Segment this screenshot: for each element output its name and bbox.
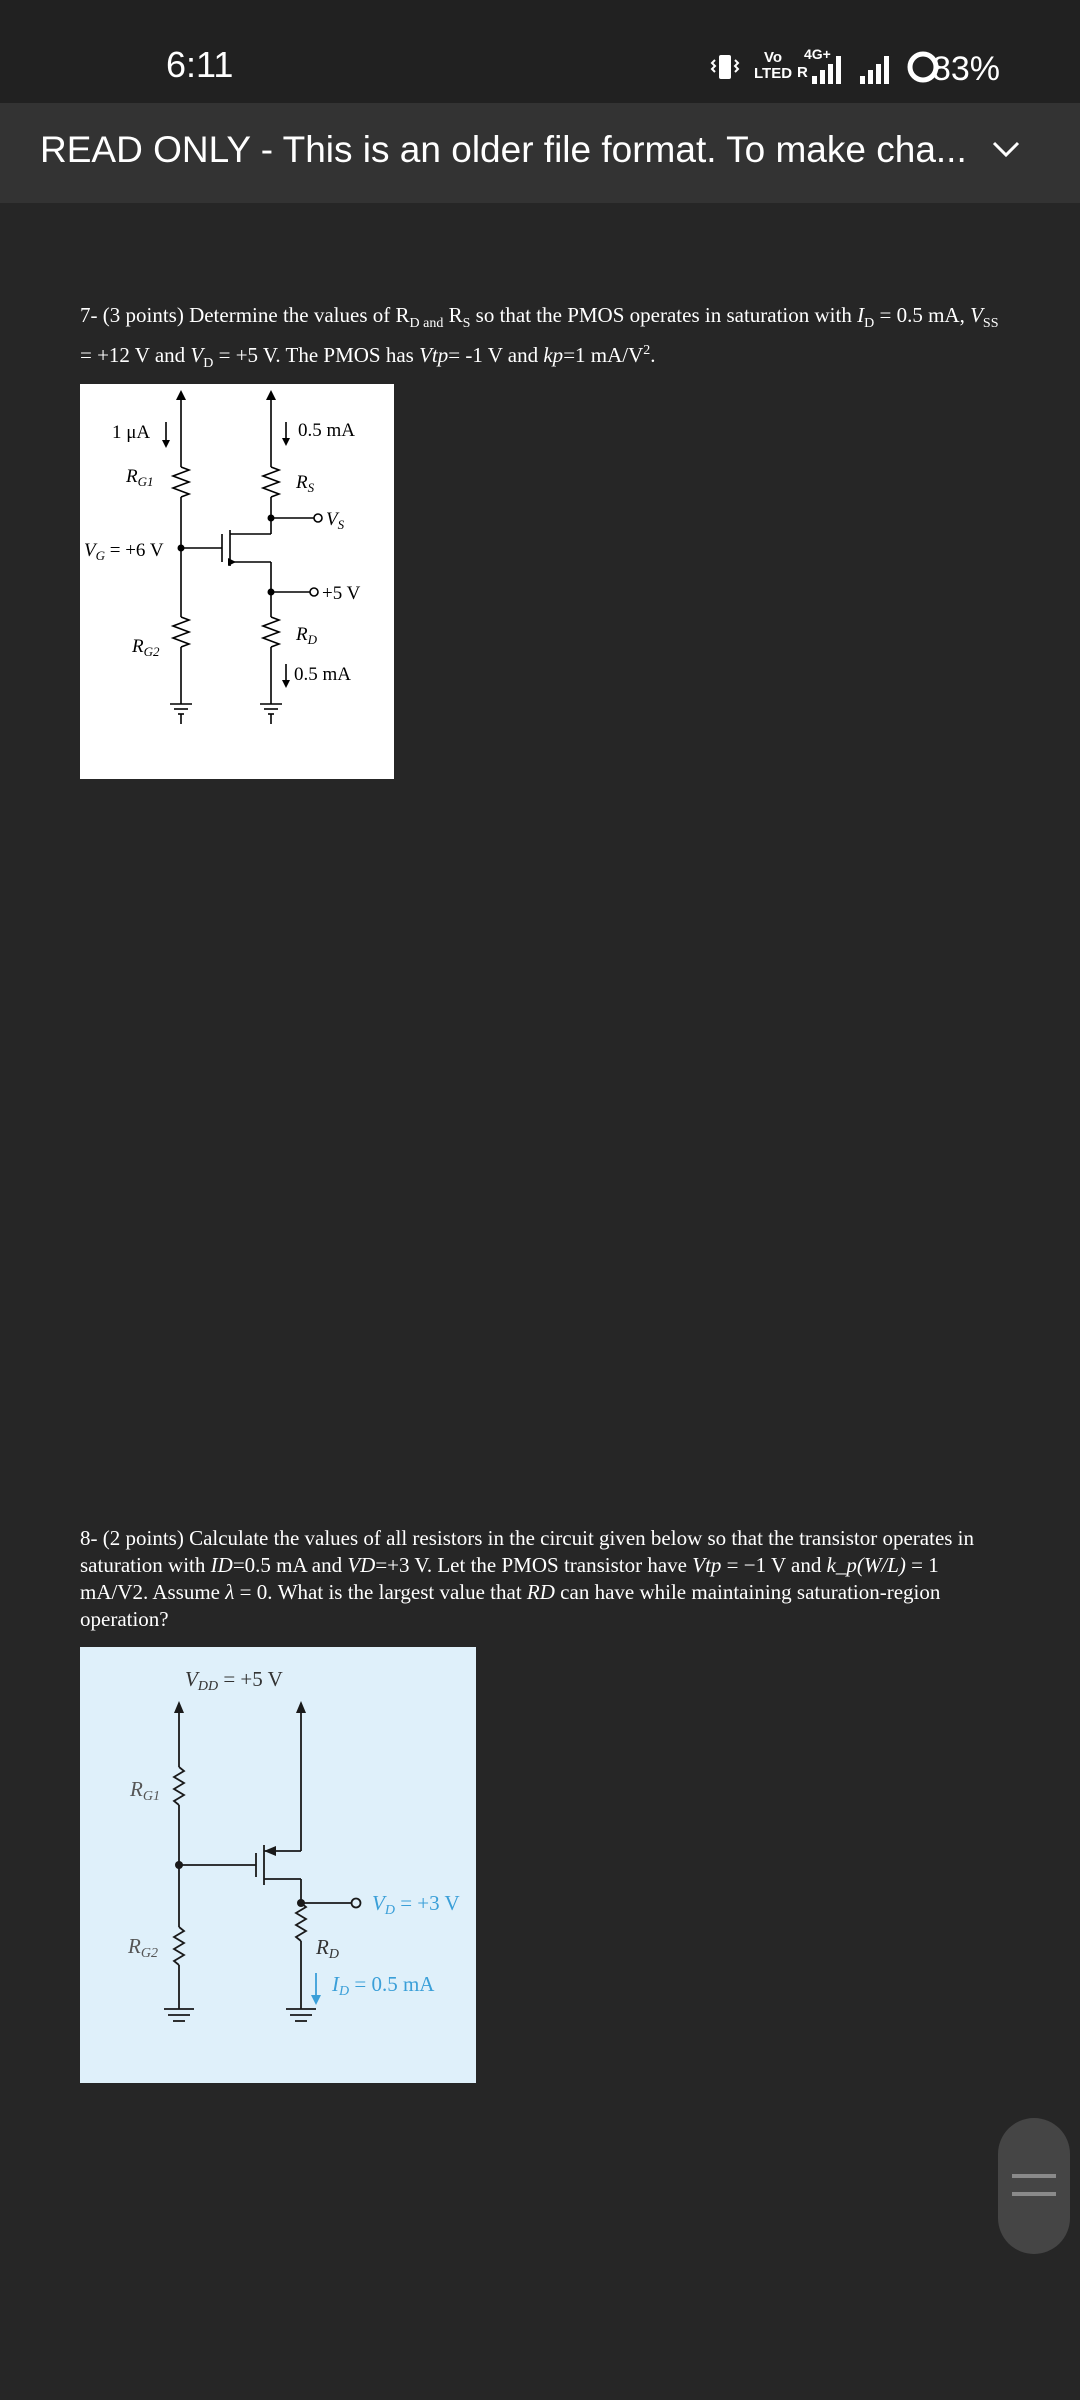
- q7-part: R: [443, 303, 463, 327]
- circuit-q8: [80, 1647, 476, 2083]
- volte-top: Vo: [764, 49, 783, 66]
- q7-part: V: [190, 343, 204, 368]
- q7-part: SS: [982, 316, 999, 332]
- status-bar: [0, 0, 1080, 103]
- status-time: 6:11: [166, 44, 234, 85]
- q7-part: = +5 V. The PMOS has: [213, 343, 420, 368]
- q7-part: = 0.5 mA,: [874, 303, 971, 327]
- q7-part: kp: [543, 343, 564, 368]
- fig7-id-label: 0.5 mA: [294, 664, 351, 685]
- q8-part: = −1 V and: [721, 1553, 827, 1577]
- circuit-q7: [80, 384, 394, 779]
- fig7-vs-label: $V_S$: [326, 509, 345, 532]
- scroll-handle[interactable]: [998, 2118, 1070, 2254]
- fig7-rd-label: $R_D$: [296, 624, 317, 647]
- q7-part: = -1 V and: [448, 343, 544, 368]
- banner-text: READ ONLY - This is an older file format. To make cha...: [40, 129, 967, 170]
- q7-part: D and: [409, 316, 444, 332]
- q8-part: VD: [347, 1553, 376, 1577]
- q8-part: 8- (2 points) Calculate the values of all resistors in the circuit given below so that the transistor operates in saturation with: [80, 1526, 975, 1577]
- fig8-rg1-label: RG1: [130, 1777, 160, 1804]
- fig7-rg1-label: $R_{G1}$: [126, 466, 154, 489]
- q8-part: k_p(W/L): [826, 1553, 906, 1577]
- volte-badge: [754, 50, 792, 82]
- q8-part: =0.5 mA and: [232, 1553, 348, 1577]
- q8-part: RD: [526, 1580, 555, 1604]
- q7-part: D: [203, 356, 214, 372]
- fig8-id-label: ID = 0.5 mA: [332, 1972, 435, 1999]
- q7-part: D: [864, 316, 875, 332]
- vibrate-icon: [710, 52, 740, 82]
- q7-part: Vtp: [419, 343, 449, 368]
- signal-icon-2: [860, 56, 896, 84]
- fig7-vd-label: +5 V: [322, 583, 361, 604]
- q7-part: V: [970, 303, 983, 327]
- q8-part: = 1 mA/V2. Assume: [80, 1553, 939, 1604]
- read-only-banner[interactable]: [0, 103, 1080, 203]
- q7-part: so that the PMOS operates in saturation with: [470, 303, 858, 327]
- fig7-rg2-label: $R_{G2}$: [132, 636, 160, 659]
- network-label: 4G+: [804, 46, 831, 62]
- question-8-text: [80, 1525, 990, 1633]
- q7-part: S: [462, 316, 471, 332]
- fig8-rg2-label: RG2: [128, 1934, 158, 1961]
- q7-part: 7- (3 points) Determine the values of R: [80, 303, 410, 327]
- chevron-down-icon[interactable]: [990, 135, 1022, 163]
- handle-line-icon: [1012, 2174, 1056, 2178]
- fig8-vdd-label: VDD = +5 V: [185, 1667, 283, 1694]
- fig7-rs-label: $R_S$: [296, 472, 315, 495]
- fig7-vg-label: $V_G = +6$ V: [84, 540, 164, 563]
- figure-q8-circuit: [80, 1647, 476, 2083]
- status-icons: [680, 44, 1080, 92]
- fig7-current-2: 0.5 mA: [298, 420, 355, 441]
- q8-part: can have while maintaining saturation-region operation?: [80, 1580, 941, 1631]
- q7-part: .: [650, 343, 656, 368]
- fig8-rd-label: RD: [316, 1935, 339, 1962]
- q7-part: 2: [643, 343, 651, 359]
- question-7-text: [80, 302, 1010, 377]
- q8-part: ID: [210, 1553, 233, 1577]
- q8-part: Vtp: [692, 1553, 722, 1577]
- roaming-label: R: [797, 64, 808, 81]
- handle-line-icon: [1012, 2192, 1056, 2196]
- fig8-vd-label: VD = +3 V: [372, 1891, 460, 1918]
- battery-percent: 83%: [931, 50, 1000, 88]
- figure-q7-circuit: [80, 384, 394, 779]
- q7-part: I: [857, 303, 865, 327]
- q8-part: =+3 V. Let the PMOS transistor have: [375, 1553, 693, 1577]
- volte-bottom: LTED: [754, 65, 793, 82]
- signal-icon-1: [812, 56, 848, 84]
- q7-part: =1 mA/V: [563, 343, 644, 368]
- q7-part: = +12 V and: [80, 343, 191, 368]
- fig7-current-1: 1 μA: [112, 422, 151, 443]
- q8-part: λ: [225, 1580, 235, 1604]
- q8-part: = 0. What is the largest value that: [234, 1580, 527, 1604]
